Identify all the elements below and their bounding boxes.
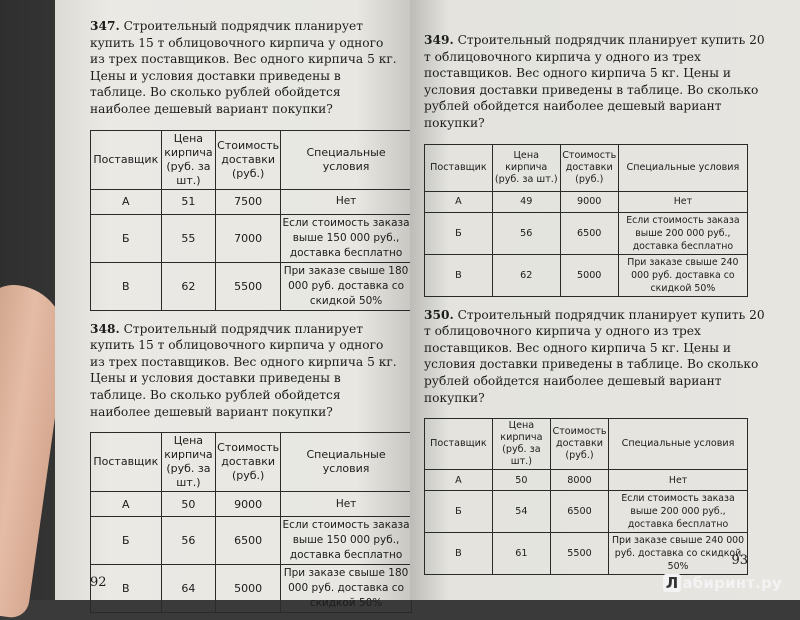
- cell-conditions: При заказе свыше 240 000 руб. доставка со скидкой 50%: [609, 533, 748, 575]
- table-row: [425, 470, 748, 491]
- problem-body: Строительный подрядчик планирует купить 15 т облицовочного кирпича у одного из трех поставщиков. Вес одного кирпича 5 кг. Цены и условия доставки приведены в таблице. Во сколько рублей обойдется наиболее дешевый вариант покупки?: [90, 321, 397, 419]
- cell-supplier: В: [425, 254, 493, 296]
- cell-price: 50: [492, 470, 550, 491]
- cell-price: 50: [161, 492, 216, 517]
- watermark-text: абиринт.ру: [682, 574, 782, 592]
- problem-number: 348.: [90, 321, 120, 336]
- header-price: Цена кирпича (руб. за шт.): [492, 419, 550, 470]
- cell-price: 62: [161, 262, 216, 310]
- table-row: [91, 517, 412, 565]
- cell-supplier: В: [91, 262, 162, 310]
- header-price: Цена кирпича (руб. за шт.): [492, 144, 560, 191]
- header-delivery: Стоимость доставки (руб.): [560, 144, 618, 191]
- header-conditions: Специальные условия: [281, 433, 412, 492]
- table-row: [91, 189, 412, 214]
- header-supplier: Поставщик: [425, 144, 493, 191]
- cell-price: 62: [492, 254, 560, 296]
- problem-body: Строительный подрядчик планирует купить 20 т облицовочного кирпича у одного из трех поставщиков. Вес одного кирпича 5 кг. Цены и условия доставки приведены в таблице. Во сколько рублей обойдется наиболее дешевый вариант покупки?: [424, 307, 765, 405]
- cell-supplier: А: [425, 470, 493, 491]
- cell-supplier: А: [91, 492, 162, 517]
- right-page: [410, 0, 800, 600]
- page-number-left: 92: [90, 575, 107, 590]
- table-row: [91, 214, 412, 262]
- cell-conditions: Если стоимость заказа выше 200 000 руб., доставка бесплатно: [618, 212, 747, 254]
- cell-supplier: Б: [91, 517, 162, 565]
- problem-350-table: [424, 418, 748, 575]
- header-supplier: Поставщик: [425, 419, 493, 470]
- page-number-right: 93: [731, 553, 748, 568]
- cell-price: 49: [492, 191, 560, 212]
- cell-conditions: Если стоимость заказа выше 150 000 руб., доставка бесплатно: [281, 214, 412, 262]
- cell-conditions: Нет: [281, 492, 412, 517]
- cell-supplier: Б: [425, 212, 493, 254]
- header-conditions: Специальные условия: [281, 130, 412, 189]
- cell-supplier: А: [425, 191, 493, 212]
- problem-350-text: [424, 307, 772, 407]
- table-row: [91, 492, 412, 517]
- table-row: [425, 491, 748, 533]
- problem-number: 347.: [90, 19, 120, 33]
- cell-delivery: 6500: [560, 212, 618, 254]
- cell-price: 61: [492, 533, 550, 575]
- header-delivery: Стоимость доставки (руб.): [216, 433, 281, 492]
- problem-number: 349.: [424, 33, 454, 47]
- table-header-row: [425, 419, 748, 470]
- cell-conditions: При заказе свыше 180 000 руб. доставка со скидкой 50%: [281, 565, 412, 613]
- cell-delivery: 8000: [550, 470, 608, 491]
- cell-supplier: В: [425, 533, 493, 575]
- cell-price: 64: [161, 565, 216, 613]
- table-header-row: [91, 130, 412, 189]
- cell-delivery: 5000: [216, 565, 281, 613]
- header-supplier: Поставщик: [91, 433, 162, 492]
- table-row: [425, 191, 748, 212]
- table-row: [91, 565, 412, 613]
- problem-349-text: [424, 32, 772, 132]
- cell-delivery: 5500: [216, 262, 281, 310]
- table-row: [91, 262, 412, 310]
- problem-body: Строительный подрядчик планирует купить 20 т облицовочного кирпича у одного из трех поставщиков. Вес одного кирпича 5 кг. Цены и условия доставки приведены в таблице. Во сколько рублей обойдется наиболее дешевый вариант покупки?: [424, 33, 765, 130]
- cell-conditions: При заказе свыше 180 000 руб. доставка со скидкой 50%: [281, 262, 412, 310]
- problem-348-text: [90, 321, 398, 421]
- cell-supplier: Б: [91, 214, 162, 262]
- header-price: Цена кирпича (руб. за шт.): [161, 130, 216, 189]
- cell-conditions: Если стоимость заказа выше 150 000 руб., доставка бесплатно: [281, 517, 412, 565]
- labirint-watermark: [663, 574, 782, 592]
- cell-delivery: 5500: [550, 533, 608, 575]
- cell-supplier: Б: [425, 491, 493, 533]
- cell-price: 55: [161, 214, 216, 262]
- cell-delivery: 7000: [216, 214, 281, 262]
- table-header-row: [91, 433, 412, 492]
- problem-body: Строительный подрядчик планирует купить 15 т облицовочного кирпича у одного из трех поставщиков. Вес одного кирпича 5 кг. Цены и условия доставки приведены в таблице. Во сколько рублей обойдется наиболее дешевый вариант покупки?: [90, 19, 397, 116]
- problem-347-text: [90, 18, 398, 118]
- table-row: [425, 254, 748, 296]
- table-row: [425, 533, 748, 575]
- cell-conditions: Если стоимость заказа выше 200 000 руб., доставка бесплатно: [609, 491, 748, 533]
- table-header-row: [425, 144, 748, 191]
- problem-347-table: [90, 130, 412, 311]
- cell-delivery: 5000: [560, 254, 618, 296]
- header-delivery: Стоимость доставки (руб.): [550, 419, 608, 470]
- problem-349-table: [424, 144, 748, 297]
- problem-number: 350.: [424, 307, 454, 322]
- cell-supplier: В: [91, 565, 162, 613]
- table-row: [425, 212, 748, 254]
- cell-delivery: 7500: [216, 189, 281, 214]
- header-conditions: Специальные условия: [618, 144, 747, 191]
- header-supplier: Поставщик: [91, 130, 162, 189]
- cell-conditions: Нет: [609, 470, 748, 491]
- cell-delivery: 9000: [560, 191, 618, 212]
- header-conditions: Специальные условия: [609, 419, 748, 470]
- cell-price: 54: [492, 491, 550, 533]
- cell-delivery: 6500: [550, 491, 608, 533]
- cell-price: 51: [161, 189, 216, 214]
- cell-price: 56: [161, 517, 216, 565]
- cell-conditions: При заказе свыше 240 000 руб. доставка со скидкой 50%: [618, 254, 747, 296]
- cell-supplier: А: [91, 189, 162, 214]
- cell-delivery: 6500: [216, 517, 281, 565]
- watermark-letter: Л: [663, 574, 682, 592]
- cell-price: 56: [492, 212, 560, 254]
- problem-348-table: [90, 432, 412, 613]
- header-delivery: Стоимость доставки (руб.): [216, 130, 281, 189]
- cell-delivery: 9000: [216, 492, 281, 517]
- header-price: Цена кирпича (руб. за шт.): [161, 433, 216, 492]
- left-page: [55, 0, 410, 610]
- cell-conditions: Нет: [618, 191, 747, 212]
- cell-conditions: Нет: [281, 189, 412, 214]
